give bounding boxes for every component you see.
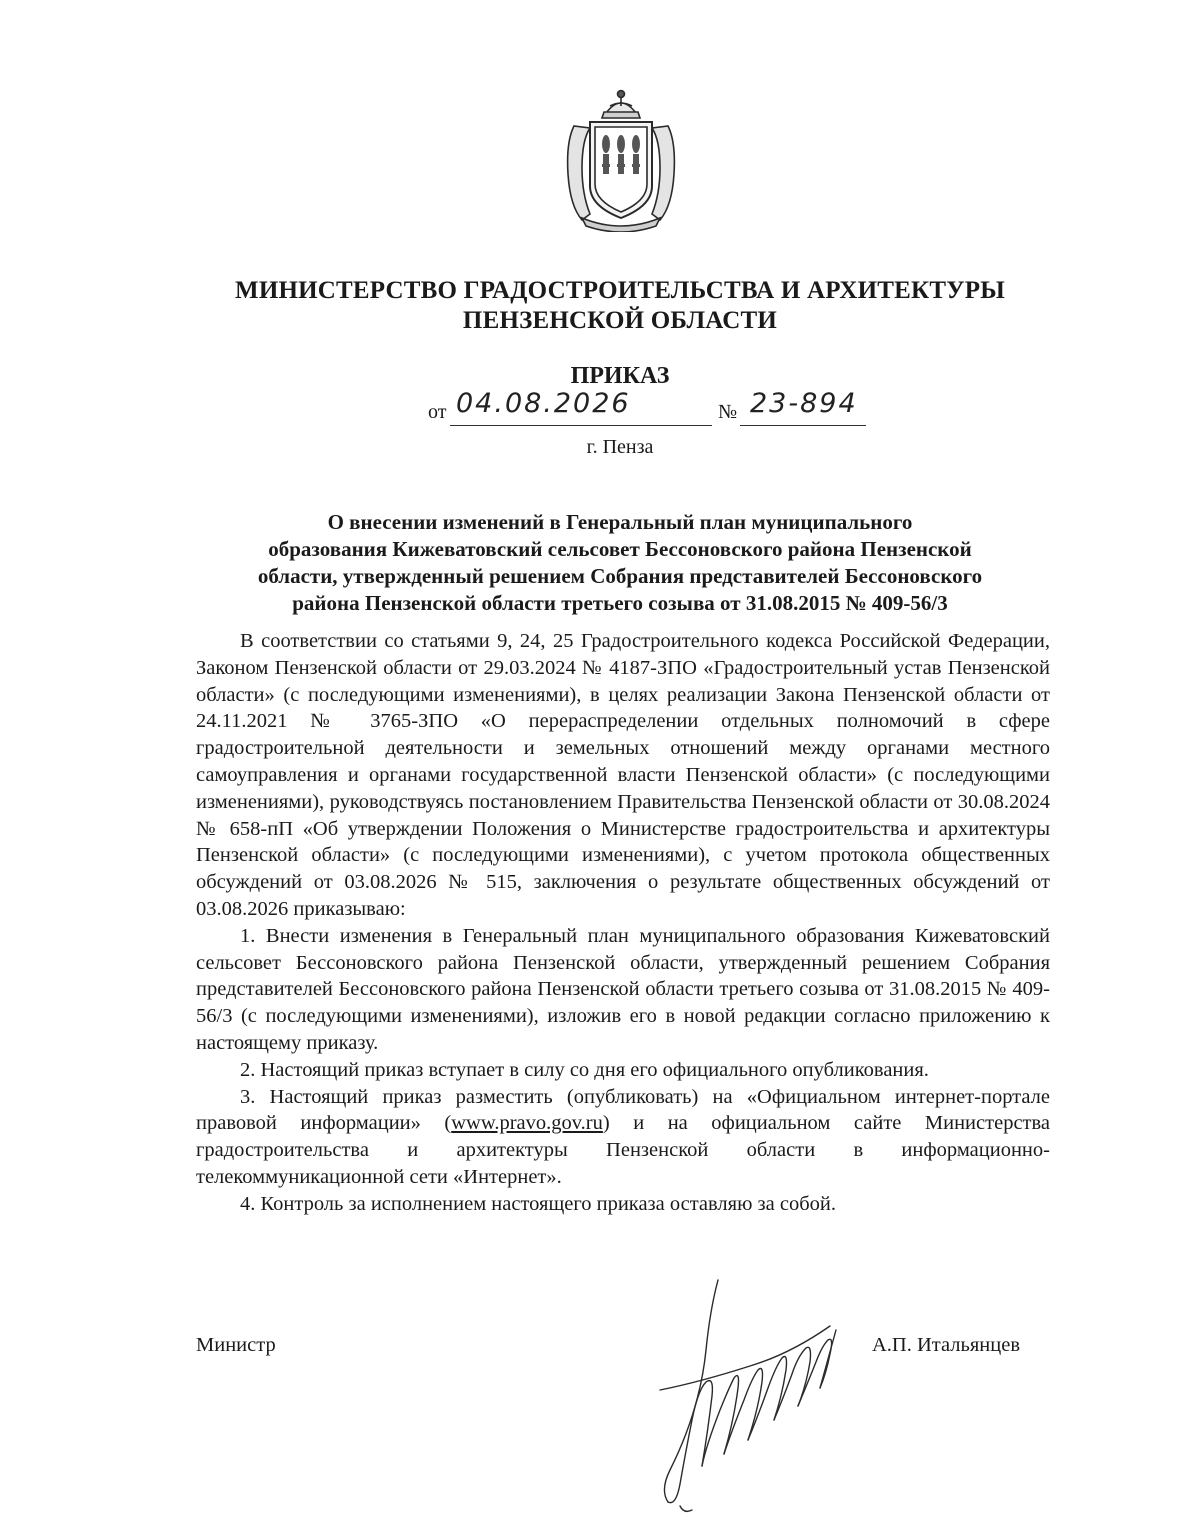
handwritten-date: 04.08.2026 bbox=[456, 388, 631, 419]
pravo-gov-link[interactable]: www.pravo.gov.ru bbox=[451, 1112, 603, 1135]
number-underline bbox=[740, 425, 866, 426]
ministry-name-line1: МИНИСТЕРСТВО ГРАДОСТРОИТЕЛЬСТВА И АРХИТЕКТУРЫ bbox=[235, 277, 1005, 304]
item-1: 1. Внести изменения в Генеральный план муниципального образования Кижеватовский сельсовет Бессоновского района Пензенской области, утвержденный решением Собрания представителей Бессоновского района Пензенской области третьего созыва от 31.08.2015 № 409-56/3 (с последующими изменениями), изложив его в новой редакции согласно приложению к настоящему приказу. bbox=[196, 924, 1050, 1054]
title-line: области, утвержденный решением Собрания представителей Бессоновского bbox=[257, 564, 983, 588]
date-prefix: от bbox=[428, 401, 447, 423]
city: г. Пенза bbox=[586, 436, 654, 458]
ministry-name-line2: ПЕНЗЕНСКОЙ ОБЛАСТИ bbox=[462, 307, 778, 334]
title-line: района Пензенской области третьего созыва от 31.08.2015 № 409-56/3 bbox=[292, 591, 948, 615]
item-4: 4. Контроль за исполнением настоящего приказа оставляю за собой. bbox=[240, 1192, 836, 1215]
number-prefix: № bbox=[718, 401, 738, 423]
title-line: образования Кижеватовский сельсовет Бессоновского района Пензенской bbox=[268, 537, 972, 561]
signer-position: Министр bbox=[196, 1334, 276, 1356]
handwritten-signature-icon bbox=[640, 1270, 840, 1520]
document-title bbox=[190, 509, 1050, 617]
item-2: 2. Настоящий приказ вступает в силу со дня его официального опубликования. bbox=[240, 1058, 929, 1081]
item-3-text-start: 3. Настоящий приказ разместить (опубликовать) на «Официальном интернет-портале правовой информации» ( bbox=[196, 1085, 1050, 1135]
item-3 bbox=[196, 1084, 1050, 1191]
title-line: О внесении изменений в Генеральный план муниципального bbox=[327, 510, 913, 534]
date-underline bbox=[450, 425, 712, 426]
item-3-text-end: ) и на официальном сайте Министерства градостроительства и архитектуры Пензенской области в информационно-телекоммуникационной сети «Интернет». bbox=[196, 1112, 1051, 1188]
signer-name: А.П. Итальянцев bbox=[872, 1334, 1021, 1356]
document-body bbox=[196, 628, 1050, 1218]
ministry-name bbox=[150, 276, 1090, 336]
penza-region-coat-of-arms-icon bbox=[560, 82, 682, 232]
preamble-paragraph: В соответствии со статьями 9, 24, 25 Градостроительного кодекса Российской Федерации, Законом Пензенской области от 29.03.2024 № 4187-ЗПО «Градостроительный устав Пензенской области» (с последующими изменениями), в целях реализации Закона Пензенской области от 24.11.2021 № 3765-ЗПО «О перераспределении отдельных полномочий в сфере градостроительной деятельности и земельных отношений между органами местного самоуправления и органами государственной власти Пензенской области» (с последующими изменениями), руководствуясь постановлением Правительства Пензенской области от 30.08.2024 № 658-пП «Об утверждении Положения о Министерстве градостроительства и архитектуры Пензенской области» (с последующими изменениями), с учетом протокола общественных обсуждений от 03.08.2026 № 515, заключения о результате общественных обсуждений от 03.08.2026 приказываю: bbox=[196, 630, 1050, 920]
handwritten-number: 23-894 bbox=[750, 388, 858, 419]
document-type: ПРИКАЗ bbox=[570, 363, 670, 389]
